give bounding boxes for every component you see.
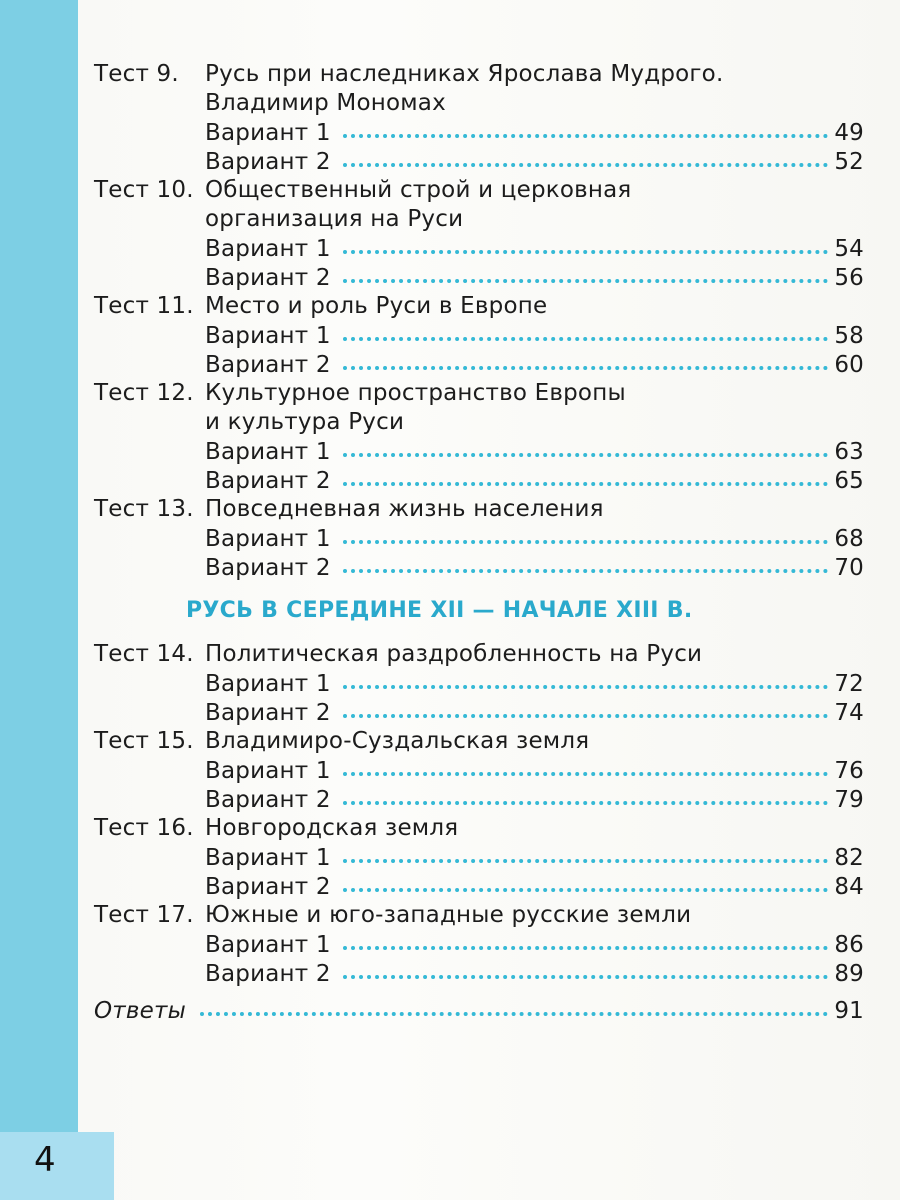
toc-entry-variant [94,437,864,466]
page-number-box [0,1132,114,1200]
test-heading [94,176,864,205]
dot-leader [343,667,828,689]
variant-label: Вариант 1 [205,236,331,262]
test-heading [94,379,864,408]
dot-leader [343,435,828,457]
dot-leader [343,522,828,544]
toc-entry-variant [94,785,864,814]
section-heading: РУСЬ В СЕРЕДИНЕ XII — НАЧАЛЕ XIII В. [186,598,693,623]
page-ref: 54 [834,236,864,262]
test-title: Русь при наследниках Ярослава Мудрого. [205,61,724,87]
test-title-continuation: организация на Руси [205,206,464,232]
test-title-continuation: и культура Руси [205,409,405,435]
dot-leader [200,994,828,1016]
page-ref: 89 [834,961,864,987]
dot-leader [343,551,828,573]
test-title: Южные и юго-западные русские земли [205,902,692,928]
page-ref: 84 [834,874,864,900]
test-number: Тест 13. [94,496,194,522]
test-number: Тест 9. [94,61,179,87]
test-number: Тест 17. [94,902,194,928]
test-title: Новгородская земля [205,815,459,841]
variant-label: Вариант 2 [205,265,331,291]
toc-entry-variant [94,698,864,727]
variant-label: Вариант 2 [205,961,331,987]
answers-label: Ответы [94,998,186,1024]
toc-entry-variant [94,872,864,901]
toc-entry-variant [94,524,864,553]
variant-label: Вариант 1 [205,845,331,871]
toc-entry-variant [94,466,864,495]
dot-leader [343,696,828,718]
test-heading [94,814,864,843]
test-heading [94,727,864,756]
test-heading [94,495,864,524]
toc-entry-variant [94,350,864,379]
dot-leader [343,754,828,776]
toc-entry-variant [94,553,864,582]
page-ref: 76 [834,758,864,784]
dot-leader [343,145,828,167]
page-ref: 60 [834,352,864,378]
dot-leader [343,464,828,486]
test-heading [94,640,864,669]
toc-entry-variant [94,321,864,350]
dot-leader [343,783,828,805]
page-ref: 91 [834,998,864,1024]
variant-label: Вариант 1 [205,671,331,697]
page-number: 4 [34,1140,56,1180]
variant-label: Вариант 1 [205,439,331,465]
variant-label: Вариант 2 [205,149,331,175]
test-number: Тест 12. [94,380,194,406]
toc-entry-variant [94,959,864,988]
variant-label: Вариант 2 [205,352,331,378]
toc-entry-variant [94,756,864,785]
page-ref: 65 [834,468,864,494]
test-number: Тест 10. [94,177,194,203]
test-heading [94,901,864,930]
page-ref: 72 [834,671,864,697]
page-ref: 56 [834,265,864,291]
test-heading [94,60,864,89]
toc-entry-variant [94,930,864,959]
dot-leader [343,232,828,254]
dot-leader [343,841,828,863]
page-ref: 70 [834,555,864,581]
test-title: Повседневная жизнь населения [205,496,604,522]
page-ref: 52 [834,149,864,175]
page-ref: 63 [834,439,864,465]
dot-leader [343,957,828,979]
test-title: Владимиро-Суздальская земля [205,728,590,754]
toc-entry-answers [94,996,864,1025]
toc-entry-variant [94,843,864,872]
test-number: Тест 14. [94,641,194,667]
variant-label: Вариант 1 [205,526,331,552]
variant-label: Вариант 2 [205,468,331,494]
left-color-strip [0,0,78,1200]
variant-label: Вариант 1 [205,758,331,784]
page-ref: 74 [834,700,864,726]
dot-leader [343,928,828,950]
variant-label: Вариант 2 [205,874,331,900]
page-ref: 49 [834,120,864,146]
variant-label: Вариант 1 [205,932,331,958]
test-heading [94,292,864,321]
variant-label: Вариант 2 [205,700,331,726]
page-ref: 82 [834,845,864,871]
toc-entry-variant [94,147,864,176]
test-title-continuation: Владимир Мономах [205,90,446,116]
test-title: Место и роль Руси в Европе [205,293,548,319]
dot-leader [343,261,828,283]
test-title: Культурное пространство Европы [205,380,626,406]
variant-label: Вариант 2 [205,555,331,581]
dot-leader [343,116,828,138]
test-title: Политическая раздробленность на Руси [205,641,703,667]
toc-entry-variant [94,118,864,147]
toc-entry-variant [94,263,864,292]
page-ref: 86 [834,932,864,958]
variant-label: Вариант 1 [205,323,331,349]
dot-leader [343,319,828,341]
table-of-contents [94,60,864,1025]
dot-leader [343,348,828,370]
variant-label: Вариант 2 [205,787,331,813]
toc-entry-variant [94,234,864,263]
test-number: Тест 11. [94,293,194,319]
toc-entry-variant [94,669,864,698]
test-title: Общественный строй и церковная [205,177,632,203]
page-ref: 58 [834,323,864,349]
dot-leader [343,870,828,892]
page-ref: 79 [834,787,864,813]
test-number: Тест 16. [94,815,194,841]
variant-label: Вариант 1 [205,120,331,146]
test-number: Тест 15. [94,728,194,754]
page-ref: 68 [834,526,864,552]
